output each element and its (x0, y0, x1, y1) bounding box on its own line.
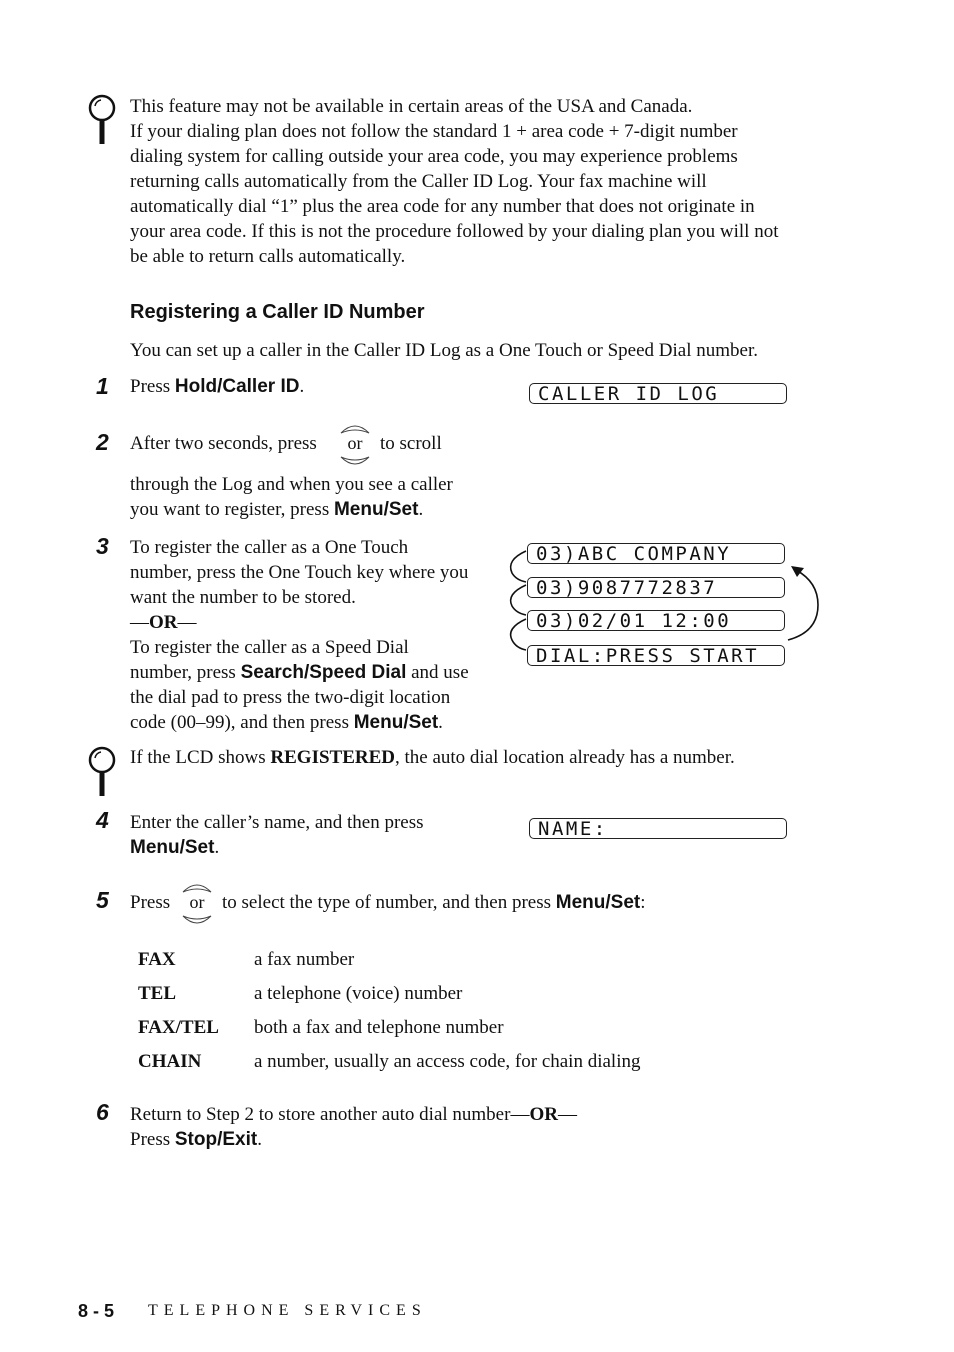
or-label: or (189, 892, 205, 912)
type-desc: a telephone (voice) number (254, 983, 463, 1004)
note-line: This feature may not be available in certain areas of the USA and Canada. (130, 96, 693, 117)
step-2-line2: through the Log and when you see a caller (130, 474, 453, 495)
lcd-display: 03)ABC COMPANY (527, 543, 785, 564)
key-hold-caller-id: Hold/Caller ID (174, 376, 300, 397)
lcd-display: NAME: (529, 818, 787, 839)
type-desc: both a fax and telephone number (254, 1017, 504, 1038)
note-registered: If the LCD shows REGISTERED, the auto dial location already has a number. (130, 747, 735, 768)
section-heading: Registering a Caller ID Number (130, 301, 425, 323)
key-menu-set: Menu/Set (353, 712, 439, 733)
key-menu-set: Menu/Set (130, 837, 215, 858)
lcd-display: 03)9087772837 (527, 577, 785, 598)
type-term: CHAIN (138, 1051, 202, 1072)
step-2-text-b: to scroll (380, 433, 442, 454)
up-down-arrow-key-icon (180, 880, 214, 928)
step-3-text: To register the caller as a One Touch number, press the One Touch key where you want the number to be stored. —OR— To register the caller as a Speed Dial number, press Search/Speed Dial and use the dial pad to press the two-digit location code (00–99), and then press Menu/Set. (130, 537, 469, 733)
type-term: FAX (138, 949, 176, 970)
note-line: dialing system for calling outside your area code, you may experience problems (130, 146, 738, 167)
type-desc: a fax number (254, 949, 355, 970)
note-line: be able to return calls automatically. (130, 246, 406, 267)
up-down-arrow-key-icon (338, 421, 372, 469)
note-line: If your dialing plan does not follow the standard 1 + area code + 7-digit number (130, 121, 738, 142)
key-menu-set: Menu/Set (555, 892, 641, 913)
or-label: or (347, 433, 363, 453)
cycle-arrows-icon (500, 540, 825, 675)
step-number: 4 (96, 807, 109, 833)
step-number: 5 (96, 887, 109, 913)
step-6-text: Return to Step 2 to store another auto dial number—OR— Press Stop/Exit. (130, 1104, 577, 1150)
note-line: automatically dial “1” plus the area code for any number that does not originate in (130, 196, 755, 217)
step-2-text-a: After two seconds, press (130, 433, 317, 454)
type-term: TEL (138, 983, 177, 1004)
note-pin-icon (86, 94, 118, 148)
lcd-display: DIAL:PRESS START (527, 645, 785, 666)
key-menu-set: Menu/Set (333, 499, 419, 520)
note-line: returning calls automatically from the Caller ID Log. Your fax machine will (130, 171, 707, 192)
lcd-display: 03)02/01 12:00 (527, 610, 785, 631)
step-4-text: Enter the caller’s name, and then press Menu/Set. (130, 812, 424, 858)
chapter-title: TELEPHONE SERVICES (148, 1302, 427, 1319)
step-1-text: Press Hold/Caller ID. (130, 376, 305, 397)
key-stop-exit: Stop/Exit (174, 1129, 258, 1150)
step-number: 1 (96, 373, 109, 399)
key-search-speed-dial: Search/Speed Dial (240, 662, 407, 683)
type-term: FAX/TEL (138, 1017, 219, 1038)
step-5-text: to select the type of number, and then press Menu/Set: (222, 892, 646, 913)
note-paragraph (130, 94, 830, 269)
step-number: 3 (96, 533, 109, 559)
type-desc: a number, usually an access code, for chain dialing (254, 1051, 641, 1072)
note-pin-icon (86, 746, 118, 800)
step-number: 6 (96, 1099, 109, 1125)
note-line: your area code. If this is not the procedure followed by your dialing plan you will not (130, 221, 779, 242)
step-number: 2 (96, 429, 109, 455)
step-2-line3: you want to register, press Menu/Set. (130, 499, 424, 520)
page-number: 8 - 5 (78, 1301, 115, 1321)
step-5-press: Press (130, 892, 171, 913)
intro-text: You can set up a caller in the Caller ID Log as a One Touch or Speed Dial number. (130, 340, 758, 361)
lcd-display: CALLER ID LOG (529, 383, 787, 404)
